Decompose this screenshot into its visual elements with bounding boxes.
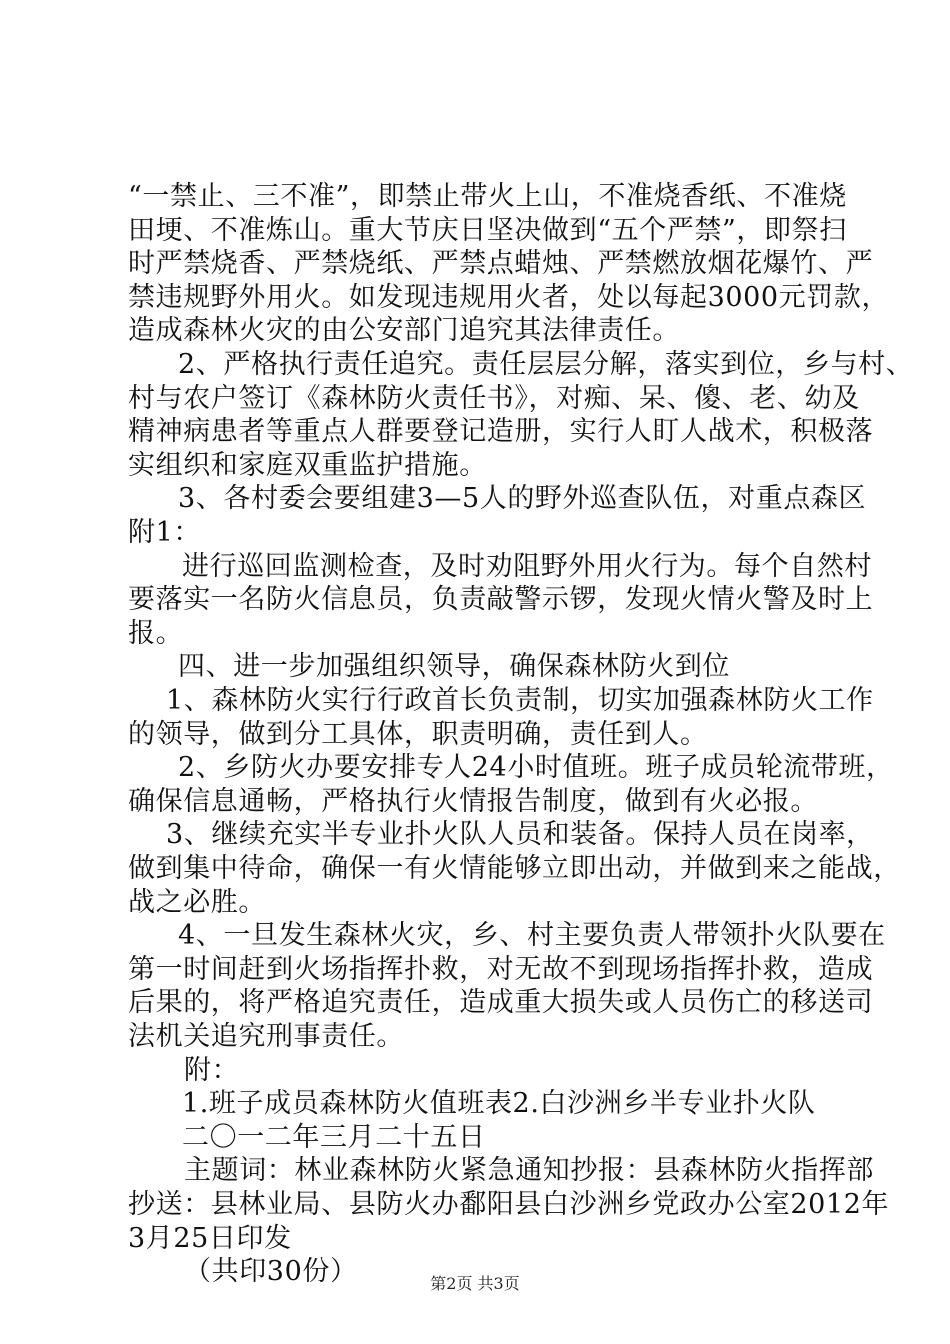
text-line: 2、乡防火办要安排专人24小时值班。班子成员轮流带班， — [178, 752, 894, 783]
text-line: 4、一旦发生森林火灾，乡、村主要负责人带领扑火队要在 — [178, 920, 886, 951]
text-line: 时严禁烧香、严禁烧纸、严禁点蜡烛、严禁燃放烟花爆竹、严 — [128, 248, 874, 279]
text-line: （共印30份） — [184, 1256, 358, 1287]
text-line: 法机关追究刑事责任。 — [128, 1021, 404, 1052]
text-line: 报。 — [128, 618, 184, 649]
text-line: 战之必胜。 — [128, 887, 266, 918]
page-footer: 第2页 共3页 — [430, 1274, 520, 1293]
text-line: 3、继续充实半专业扑火队人员和装备。保持人员在岗率， — [166, 819, 874, 850]
text-line: 附： — [184, 1055, 240, 1086]
text-line: 田埂、不准炼山。重大节庆日坚决做到“五个严禁”，即祭扫 — [128, 215, 847, 246]
text-line: 主题词：林业森林防火紧急通知抄报：县森林防火指挥部 — [184, 1155, 874, 1186]
text-line: 造成森林火灾的由公安部门追究其法律责任。 — [128, 315, 680, 346]
text-line: 1.班子成员森林防火值班表2.白沙洲乡半专业扑火队 — [182, 1088, 816, 1119]
text-line: 要落实一名防火信息员，负责敲警示锣，发现火情火警及时上 — [128, 584, 874, 615]
text-line: 确保信息通畅，严格执行火情报告制度，做到有火必报。 — [128, 786, 818, 817]
text-line: 四、进一步加强组织领导，确保森林防火到位 — [178, 651, 730, 682]
text-line: 做到集中待命，确保一有火情能够立即出动，并做到来之能战， — [128, 853, 901, 884]
text-line: 3月25日印发 — [128, 1223, 292, 1254]
text-line: “一禁止、三不准”，即禁止带火上山，不准烧香纸、不准烧 — [128, 181, 847, 212]
text-line: 精神病患者等重点人群要登记造册，实行人盯人战术，积极落 — [128, 416, 874, 447]
text-line: 附1： — [128, 517, 201, 548]
text-line: 1、森林防火实行行政首长负责制，切实加强森林防火工作 — [166, 685, 874, 716]
text-line: 抄送：县林业局、县防火办鄱阳县白沙洲乡党政办公室2012年 — [128, 1189, 890, 1220]
text-line: 3、各村委会要组建3—5人的野外巡查队伍，对重点森区 — [178, 483, 867, 514]
text-line: 禁违规野外用火。如发现违规用火者，处以每起3000元罚款， — [128, 282, 890, 313]
text-line: 进行巡回监测检查，及时劝阻野外用火行为。每个自然村 — [182, 551, 872, 582]
text-line: 第一时间赶到火场指挥扑救，对无故不到现场指挥扑救，造成 — [128, 954, 874, 985]
text-line: 后果的，将严格追究责任，造成重大损失或人员伤亡的移送司 — [128, 987, 874, 1018]
text-line: 2、严格执行责任追究。责任层层分解，落实到位，乡与村、 — [178, 349, 914, 380]
text-line: 的领导，做到分工具体，职责明确，责任到人。 — [128, 719, 708, 750]
text-line: 实组织和家庭双重监护措施。 — [128, 450, 487, 481]
text-line: 村与农户签订《森林防火责任书》，对痴、呆、傻、老、幼及 — [128, 383, 860, 414]
text-line: 二〇一二年三月二十五日 — [182, 1122, 486, 1153]
